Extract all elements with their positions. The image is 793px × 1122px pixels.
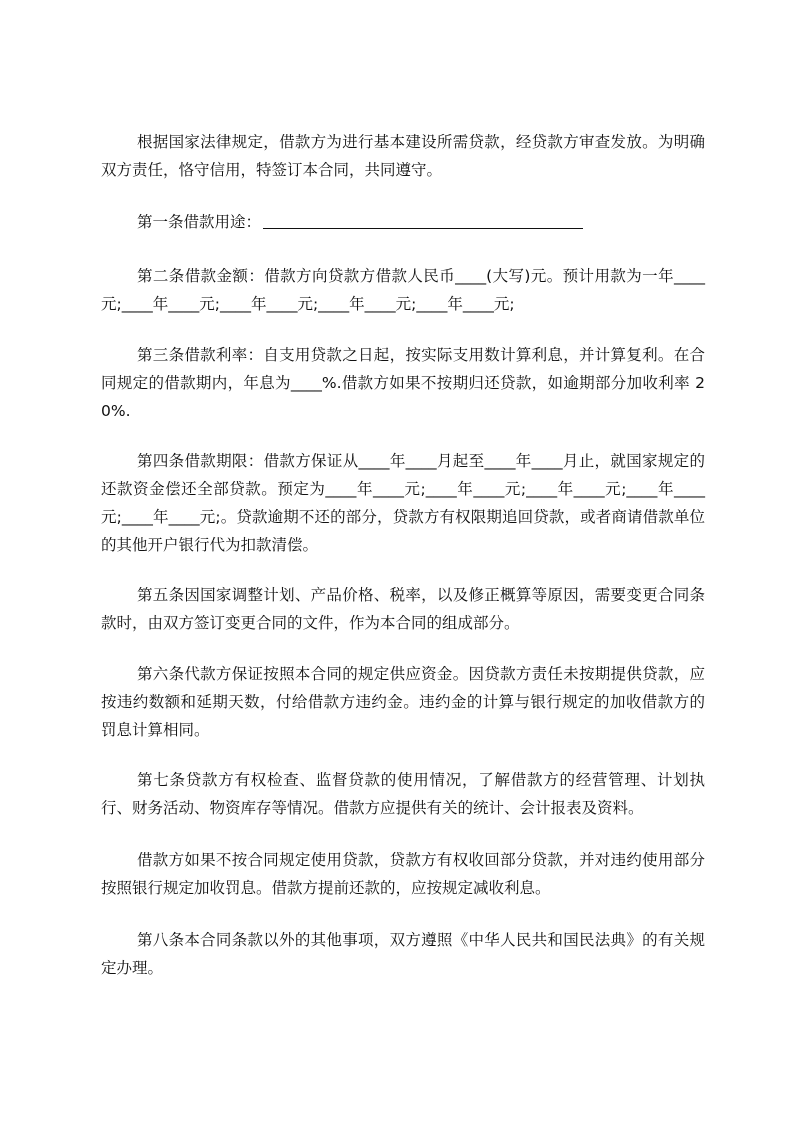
- article-4-paragraph: 第四条借款期限：借款方保证从____年____月起至____年____月止，就国家规定的还款资金偿还全部贷款。预定为____年____元;____年____元;____年____元;____年____元;____年____元;。贷款逾期不还的部分，贷款方有权限期追回贷款，或者商请借款单位的其他开户银行代为扣款清偿。: [101, 452, 705, 554]
- article-2-paragraph: 第二条借款金额：借款方向贷款方借款人民币____(大写)元。预计用款为一年____元;____年____元;____年____元;____年____元;____年____元;: [101, 267, 705, 313]
- article-8-paragraph: 第八条本合同条款以外的其他事项，双方遵照《中华人民共和国民法典》的有关规定办理。: [101, 931, 705, 977]
- misuse-paragraph: 借款方如果不按合同规定使用贷款，贷款方有权收回部分贷款，并对违约使用部分按照银行规定加收罚息。借款方提前还款的，应按规定减收利息。: [101, 851, 705, 897]
- article-5-paragraph: 第五条因国家调整计划、产品价格、税率，以及修正概算等原因，需要变更合同条款时，由双方签订变更合同的文件，作为本合同的组成部分。: [101, 586, 705, 632]
- article-7-paragraph: 第七条贷款方有权检查、监督贷款的使用情况，了解借款方的经营管理、计划执行、财务活动、物资库存等情况。借款方应提供有关的统计、会计报表及资料。: [101, 771, 705, 817]
- preamble-paragraph: 根据国家法律规定，借款方为进行基本建设所需贷款，经贷款方审查发放。为明确双方责任，恪守信用，特签订本合同，共同遵守。: [101, 133, 705, 179]
- article-6-paragraph: 第六条代款方保证按照本合同的规定供应资金。因贷款方责任未按期提供贷款，应按违约数额和延期天数，付给借款方违约金。违约金的计算与银行规定的加收借款方的罚息计算相同。: [101, 665, 705, 739]
- purpose-blank-line: [263, 212, 583, 229]
- article-3-paragraph: 第三条借款利率：自支用贷款之日起，按实际支用数计算利息，并计算复利。在合同规定的借款期内，年息为____%.借款方如果不按期归还贷款，如逾期部分加收利率 20%.: [101, 346, 705, 420]
- article-1-paragraph: [101, 208, 705, 236]
- article-1-label: 第一条借款用途：: [137, 213, 262, 231]
